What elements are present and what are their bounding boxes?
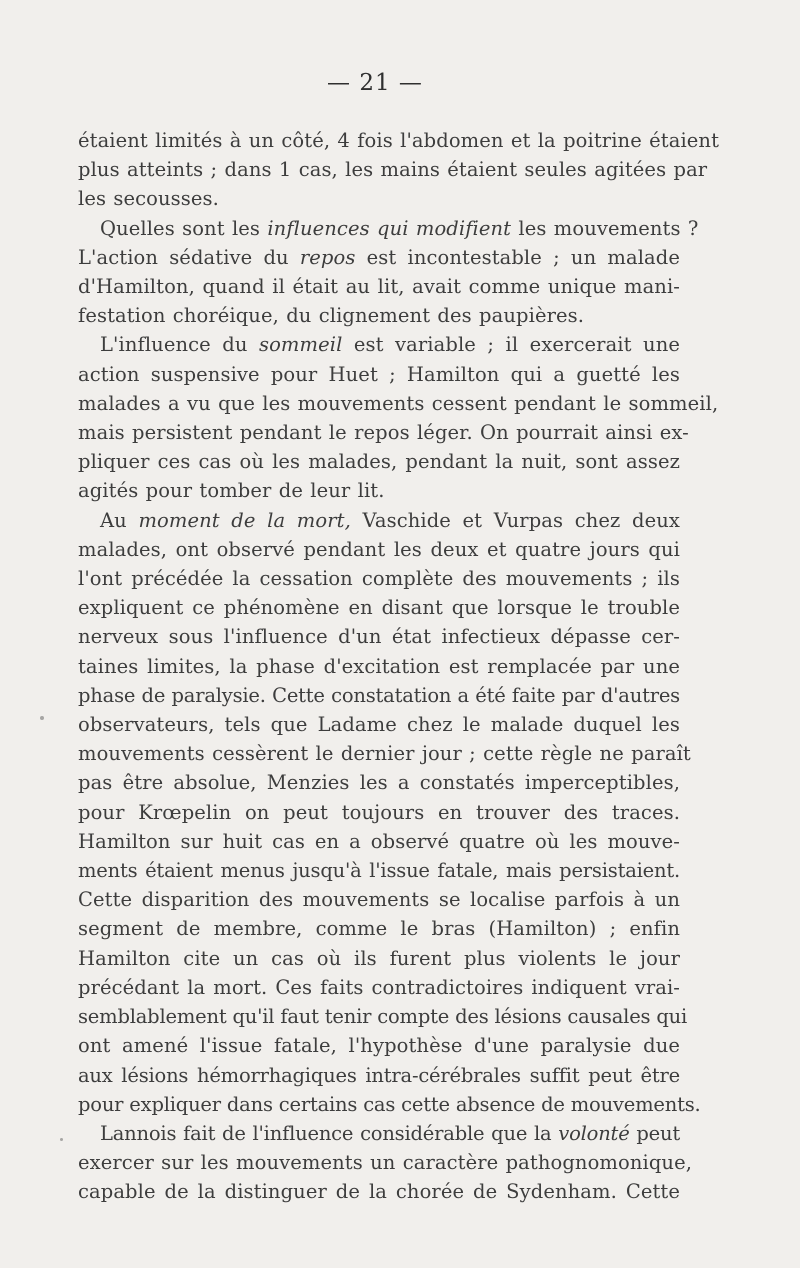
text-line: nerveux sous l'influence d'un état infectieux dépasse cer- [78,625,680,649]
text-line: ont amené l'issue fatale, l'hypothèse d'une paralysie due [78,1034,680,1058]
text-line: observateurs, tels que Ladame chez le malade duquel les [78,713,680,737]
text-segment: peut [629,1121,680,1145]
italic-term: moment de la mort, [138,508,351,532]
text-line: expliquent ce phénomène en disant que lorsque le trouble [78,596,680,620]
text-segment: L'influence du [100,333,259,357]
text-line: Hamilton cite un cas où ils furent plus violents le jour [78,946,680,970]
text-line [78,506,680,535]
italic-term: volonté [558,1121,630,1145]
text-line: malades, ont observé pendant les deux et quatre jours qui [78,537,680,561]
text-line: mouvements cessèrent le dernier jour ; cette règle ne paraît [78,742,691,766]
text-line: agités pour tomber de leur lit. [78,479,385,503]
text-segment: est incontestable ; un malade [355,245,681,269]
text-line: pas être absolue, Menzies les a constatés imperceptibles, [78,771,680,795]
text-line: plus atteints ; dans 1 cas, les mains étaient seules agitées par [78,158,708,182]
text-segment: est variable ; il exercerait une [342,333,680,357]
text-line: capable de la distinguer de la chorée de Sydenham. Cette [78,1180,680,1204]
text-line: aux lésions hémorrhagiques intra-cérébrales suffit peut être [78,1063,680,1087]
body-text [78,126,720,1207]
text-line: Cette disparition des mouvements se localise parfois à un [78,888,680,912]
print-speck [60,1138,63,1141]
text-line: précédant la mort. Ces faits contradictoires indiquent vrai- [78,975,680,999]
text-line: étaient limités à un côté, 4 fois l'abdomen et la poitrine étaient [78,129,720,152]
text-line: action suspensive pour Huet ; Hamilton qui a guetté les [78,362,680,386]
text-line: pliquer ces cas où les malades, pendant la nuit, sont assez [78,450,680,474]
text-line: ments étaient menus jusqu'à l'issue fatale, mais persistaient. [78,859,680,883]
text-line: exercer sur les mouvements un caractère pathognomonique, [78,1151,693,1175]
page-number: — 21 — [327,70,423,96]
italic-term: influences qui modifient [267,216,512,240]
text-line: mais persistent pendant le repos léger. On pourrait ainsi ex- [78,421,689,445]
text-line: malades a vu que les mouvements cessent pendant le sommeil, [78,391,719,415]
text-segment: Quelles sont les [100,216,268,240]
italic-term: repos [299,245,356,269]
text-line: semblablement qu'il faut tenir compte des lésions causales qui [78,1005,688,1029]
text-segment: L'action sédative du [78,245,300,269]
text-segment: Vaschide et Vurpas chez deux [350,508,681,532]
text-line: phase de paralysie. Cette constatation a été faite par d'autres [78,683,680,707]
text-segment: Lannois fait de l'influence considérable que la [100,1121,559,1145]
text-line: Hamilton sur huit cas en a observé quatre où les mouve- [78,829,680,853]
text-line [78,243,680,272]
text-segment: Au [100,508,139,532]
text-line [78,214,699,243]
italic-term: sommeil [258,333,343,357]
text-line [78,330,680,359]
text-segment: les mouvements ? [511,216,699,240]
print-speck [40,716,44,720]
text-line: segment de membre, comme le bras (Hamilton) ; enfin [78,917,680,941]
text-line: les secousses. [78,187,219,211]
text-line: pour Krœpelin on peut toujours en trouver des traces. [78,800,680,824]
text-line [78,1119,680,1148]
text-line: pour expliquer dans certains cas cette absence de mouvements. [78,1092,701,1116]
text-line: l'ont précédée la cessation complète des mouvements ; ils [78,567,680,591]
text-line: festation choréique, du clignement des paupières. [78,304,585,328]
text-line: d'Hamilton, quand il était au lit, avait comme unique mani- [78,275,680,299]
text-line: taines limites, la phase d'excitation est remplacée par une [78,654,680,678]
